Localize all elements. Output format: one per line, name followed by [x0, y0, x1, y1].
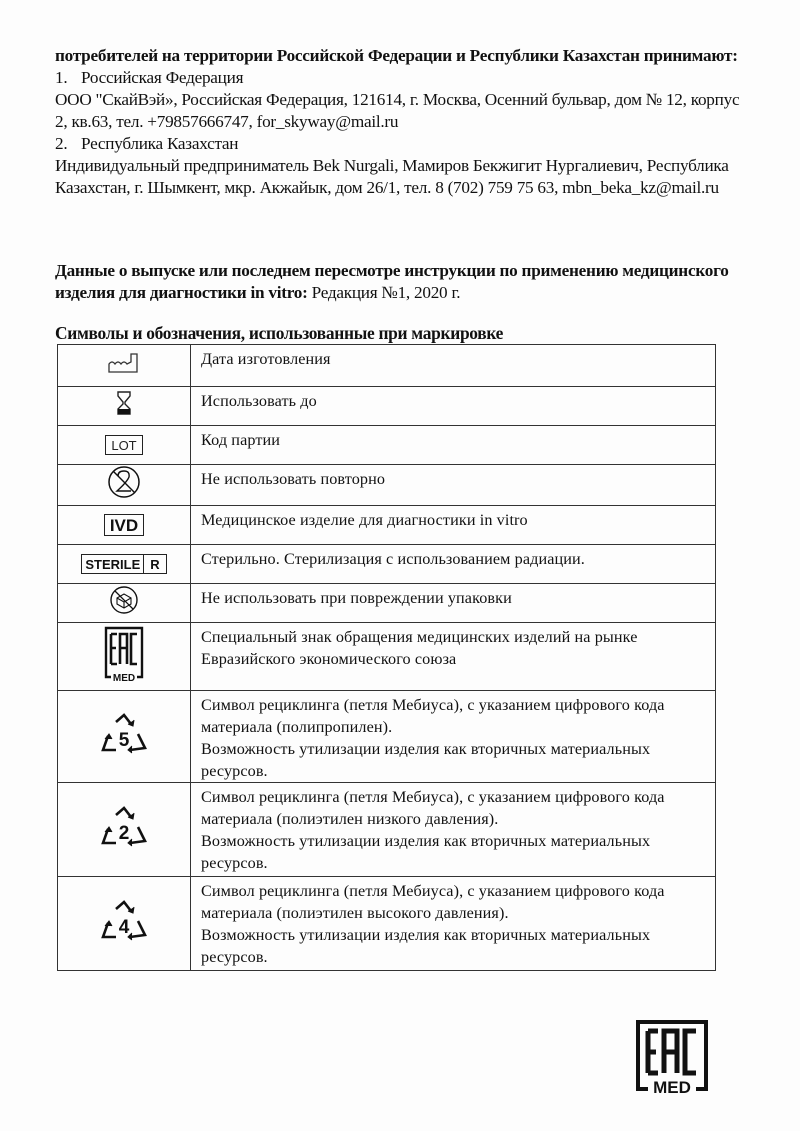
do-not-reuse-icon	[107, 485, 141, 503]
importers-heading: потребителей на территории Российской Федерации и Республики Казахстан принимают:	[55, 46, 738, 65]
eac-med-icon	[102, 668, 146, 686]
symbol-description: Символ рециклинга (петля Мебиуса), с указанием цифрового кода материала (полиэтилен низкого давления).	[201, 788, 665, 828]
release-value: Редакция №1, 2020 г.	[307, 283, 461, 302]
lot-icon: LOT	[105, 435, 142, 455]
symbol-description: Код партии	[201, 431, 281, 449]
table-row	[58, 465, 716, 506]
symbol-description: Специальный знак обращения медицинских изделий на рынке Евразийского экономического союза	[201, 628, 638, 668]
table-row	[58, 783, 716, 877]
recycle-2-icon	[100, 822, 148, 853]
recycle-4-icon	[100, 916, 148, 947]
symbol-description: Дата изготовления	[201, 350, 331, 368]
release-info	[55, 260, 755, 304]
svg-text:5: 5	[118, 729, 130, 751]
damaged-package-icon	[109, 601, 139, 619]
importer-details-kz: Индивидуальный предприниматель Bek Nurgali, Мамиров Бекжигит Нургалиевич, Республика Казахстан, г. Шымкент, мкр. Акжайык, дом 26/1, тел. 8 (702) 759 75 63, mbn_beka_kz@mail.ru	[55, 156, 729, 197]
symbol-note: Возможность утилизации изделия как вторичных материальных ресурсов.	[201, 832, 651, 872]
symbol-description: Символ рециклинга (петля Мебиуса), с указанием цифрового кода материала (полиэтилен высокого давления).	[201, 882, 665, 922]
table-row	[58, 691, 716, 783]
table-row	[58, 506, 716, 545]
symbol-description: Стерильно. Стерилизация с использованием радиации.	[201, 550, 585, 568]
symbol-description: Символ рециклинга (петля Мебиуса), с указанием цифрового кода материала (полипропилен).	[201, 696, 665, 736]
sterile-r-icon: STERILE R	[81, 554, 166, 574]
symbols-table	[57, 344, 716, 971]
table-row	[58, 426, 716, 465]
symbol-description: Не использовать повторно	[201, 470, 386, 488]
symbol-note: Возможность утилизации изделия как вторичных материальных ресурсов.	[201, 926, 651, 966]
symbol-description: Медицинское изделие для диагностики in vitro	[201, 511, 528, 529]
hourglass-icon	[116, 401, 132, 419]
importer-country-kz: 2. Республика Казахстан	[55, 134, 239, 153]
symbols-section-title: Символы и обозначения, использованные при маркировке	[55, 323, 504, 343]
table-row	[58, 877, 716, 971]
table-row	[58, 345, 716, 387]
svg-text:MED: MED	[112, 672, 136, 682]
svg-text:4: 4	[118, 916, 130, 938]
symbol-description: Использовать до	[201, 392, 317, 410]
svg-text:MED: MED	[653, 1078, 691, 1094]
importer-country-ru: 1. Российская Федерация	[55, 68, 244, 87]
importer-details-ru: ООО "СкайВэй», Российская Федерация, 121614, г. Москва, Осенний бульвар, дом № 12, корпус 2, кв.63, тел. +79857666747, for_skyway@mail.ru	[55, 90, 740, 131]
importers-block	[55, 45, 755, 199]
ivd-icon: IVD	[104, 514, 144, 536]
table-row	[58, 584, 716, 623]
recycle-5-icon	[100, 729, 148, 760]
manufacture-date-icon	[107, 360, 141, 378]
table-row	[58, 387, 716, 426]
symbol-description: Не использовать при повреждении упаковки	[201, 589, 512, 607]
table-row	[58, 545, 716, 584]
table-row	[58, 623, 716, 691]
svg-text:2: 2	[118, 822, 130, 844]
eac-med-logo	[632, 1018, 712, 1099]
release-label: Данные о выпуске или последнем пересмотре инструкции по применению медицинского изделия для диагностики in vitro:	[55, 261, 729, 302]
symbol-note: Возможность утилизации изделия как вторичных материальных ресурсов.	[201, 740, 651, 780]
